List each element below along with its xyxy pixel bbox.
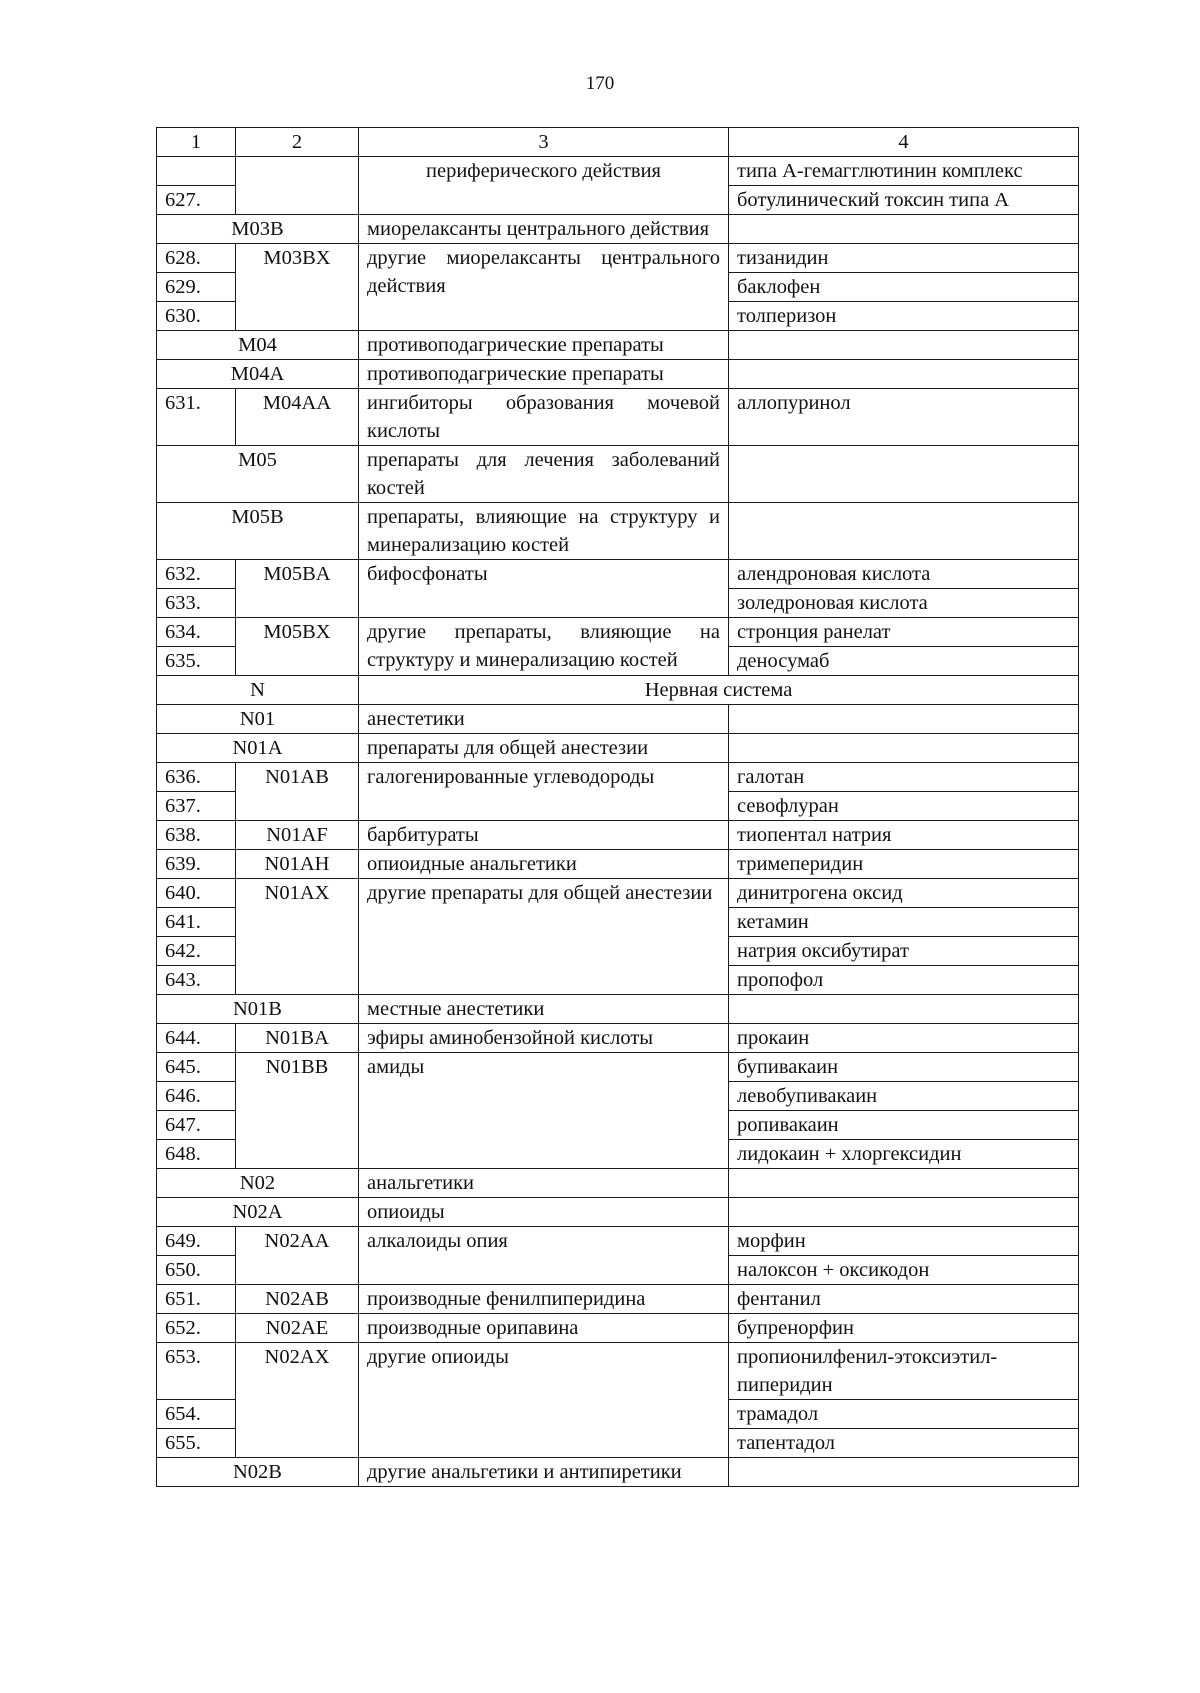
table-row [157, 503, 1079, 560]
table-row [157, 1024, 1079, 1053]
row-number: 649. [157, 1227, 236, 1256]
atc-group-code: N02 [157, 1169, 359, 1198]
group-description: алкалоиды опия [359, 1227, 729, 1285]
drug-name: лидокаин + хлоргексидин [729, 1140, 1079, 1169]
drug-name [729, 360, 1079, 389]
drug-name [729, 1198, 1079, 1227]
drug-name [729, 215, 1079, 244]
drug-name: ропивакаин [729, 1111, 1079, 1140]
group-description: препараты для общей анестезии [359, 734, 729, 763]
group-description: опиоиды [359, 1198, 729, 1227]
drug-name: тапентадол [729, 1429, 1079, 1458]
drug-name: галотан [729, 763, 1079, 792]
table-row [157, 763, 1079, 792]
group-description: опиоидные анальгетики [359, 850, 729, 879]
atc-code: N01AF [236, 821, 359, 850]
drug-name: тизанидин [729, 244, 1079, 273]
group-description: бифосфонаты [359, 560, 729, 618]
row-number: 639. [157, 850, 236, 879]
atc-code: M05BA [236, 560, 359, 618]
row-number: 641. [157, 908, 236, 937]
drug-name: пропионилфенил-этоксиэтил-пиперидин [729, 1343, 1079, 1400]
table-row [157, 1458, 1079, 1487]
atc-group-code: N [157, 676, 359, 705]
group-description: препараты, влияющие на структуру и минерализацию костей [359, 503, 729, 560]
table-row [157, 1198, 1079, 1227]
drug-name: баклофен [729, 273, 1079, 302]
table-row [157, 995, 1079, 1024]
atc-code: M03BX [236, 244, 359, 331]
drug-name: ботулинический токсин типа А [729, 186, 1079, 215]
atc-group-code: N02B [157, 1458, 359, 1487]
table-row [157, 850, 1079, 879]
row-number: 632. [157, 560, 236, 589]
atc-group-code: M04 [157, 331, 359, 360]
row-number: 634. [157, 618, 236, 647]
row-number [157, 157, 236, 186]
row-number: 637. [157, 792, 236, 821]
atc-code: N01AX [236, 879, 359, 995]
row-number: 645. [157, 1053, 236, 1082]
row-number: 650. [157, 1256, 236, 1285]
atc-code: N01BA [236, 1024, 359, 1053]
atc-group-code: N01B [157, 995, 359, 1024]
drug-name: налоксон + оксикодон [729, 1256, 1079, 1285]
group-description: ингибиторы образования мочевой кислоты [359, 389, 729, 446]
atc-group-code: N01A [157, 734, 359, 763]
drug-name [729, 503, 1079, 560]
drug-name: типа А-гемагглютинин комплекс [729, 157, 1079, 186]
drug-name: севофлуран [729, 792, 1079, 821]
atc-code: M04AA [236, 389, 359, 446]
table-row [157, 157, 1079, 186]
group-description: противоподагрические препараты [359, 360, 729, 389]
atc-code: N02AA [236, 1227, 359, 1285]
group-description: миорелаксанты центрального действия [359, 215, 729, 244]
drug-name: левобупивакаин [729, 1082, 1079, 1111]
column-header: 1 [157, 128, 236, 157]
row-number: 633. [157, 589, 236, 618]
atc-code: N02AE [236, 1314, 359, 1343]
table-row [157, 560, 1079, 589]
row-number: 635. [157, 647, 236, 676]
table-row [157, 1285, 1079, 1314]
drug-name: бупивакаин [729, 1053, 1079, 1082]
drug-name: динитрогена оксид [729, 879, 1079, 908]
drug-name [729, 995, 1079, 1024]
atc-code: N01AH [236, 850, 359, 879]
row-number: 629. [157, 273, 236, 302]
column-header: 3 [359, 128, 729, 157]
row-number: 654. [157, 1400, 236, 1429]
row-number: 642. [157, 937, 236, 966]
column-header: 4 [729, 128, 1079, 157]
row-number: 647. [157, 1111, 236, 1140]
group-description: барбитураты [359, 821, 729, 850]
table-row [157, 389, 1079, 446]
drug-name: фентанил [729, 1285, 1079, 1314]
group-description: периферического действия [359, 157, 729, 215]
row-number: 628. [157, 244, 236, 273]
table-row [157, 1227, 1079, 1256]
drug-name [729, 1169, 1079, 1198]
atc-group-code: M03B [157, 215, 359, 244]
group-description: анестетики [359, 705, 729, 734]
row-number: 653. [157, 1343, 236, 1400]
atc-code: N01AB [236, 763, 359, 821]
group-description: другие миорелаксанты центрального действия [359, 244, 729, 331]
group-description: производные фенилпиперидина [359, 1285, 729, 1314]
group-description: галогенированные углеводороды [359, 763, 729, 821]
page-number: 170 [585, 73, 615, 94]
table-row [157, 215, 1079, 244]
group-description: эфиры аминобензойной кислоты [359, 1024, 729, 1053]
table-row [157, 446, 1079, 503]
group-description: препараты для лечения заболеваний костей [359, 446, 729, 503]
drug-name: пропофол [729, 966, 1079, 995]
row-number: 648. [157, 1140, 236, 1169]
table-row [157, 1343, 1079, 1400]
table-header-row [157, 128, 1079, 157]
atc-code: N02AB [236, 1285, 359, 1314]
drug-name: тримеперидин [729, 850, 1079, 879]
atc-group-code: M04A [157, 360, 359, 389]
atc-group-code: M05 [157, 446, 359, 503]
table-row [157, 734, 1079, 763]
atc-code [236, 157, 359, 215]
table-row [157, 244, 1079, 273]
drug-name: деносумаб [729, 647, 1079, 676]
section-title: Нервная система [359, 676, 1079, 705]
drug-name: прокаин [729, 1024, 1079, 1053]
group-description: местные анестетики [359, 995, 729, 1024]
group-description: противоподагрические препараты [359, 331, 729, 360]
drug-name: натрия оксибутират [729, 937, 1079, 966]
drug-name [729, 705, 1079, 734]
row-number: 640. [157, 879, 236, 908]
group-description: другие препараты, влияющие на структуру и минерализацию костей [359, 618, 729, 676]
group-description: анальгетики [359, 1169, 729, 1198]
row-number: 636. [157, 763, 236, 792]
atc-code: M05BX [236, 618, 359, 676]
row-number: 652. [157, 1314, 236, 1343]
drug-name: тиопентал натрия [729, 821, 1079, 850]
row-number: 631. [157, 389, 236, 446]
drug-name: толперизон [729, 302, 1079, 331]
drug-name: стронция ранелат [729, 618, 1079, 647]
row-number: 627. [157, 186, 236, 215]
table-row [157, 705, 1079, 734]
atc-code: N02AX [236, 1343, 359, 1458]
group-description: амиды [359, 1053, 729, 1169]
table-row [157, 618, 1079, 647]
table-row [157, 331, 1079, 360]
column-header: 2 [236, 128, 359, 157]
drug-name: аллопуринол [729, 389, 1079, 446]
row-number: 638. [157, 821, 236, 850]
row-number: 651. [157, 1285, 236, 1314]
atc-group-code: M05B [157, 503, 359, 560]
table-row [157, 676, 1079, 705]
row-number: 644. [157, 1024, 236, 1053]
row-number: 655. [157, 1429, 236, 1458]
drug-name [729, 1458, 1079, 1487]
atc-group-code: N01 [157, 705, 359, 734]
drug-name: трамадол [729, 1400, 1079, 1429]
row-number: 643. [157, 966, 236, 995]
group-description: другие опиоиды [359, 1343, 729, 1458]
table-row [157, 879, 1079, 908]
table-row [157, 1053, 1079, 1082]
drug-name: бупренорфин [729, 1314, 1079, 1343]
drug-name: кетамин [729, 908, 1079, 937]
drug-name: морфин [729, 1227, 1079, 1256]
atc-group-code: N02A [157, 1198, 359, 1227]
table-row [157, 360, 1079, 389]
group-description: производные орипавина [359, 1314, 729, 1343]
atc-code: N01BB [236, 1053, 359, 1169]
table-row [157, 821, 1079, 850]
drug-name [729, 331, 1079, 360]
group-description: другие препараты для общей анестезии [359, 879, 729, 995]
row-number: 646. [157, 1082, 236, 1111]
table-row [157, 1314, 1079, 1343]
row-number: 630. [157, 302, 236, 331]
drug-name [729, 446, 1079, 503]
table-row [157, 1169, 1079, 1198]
medication-table [156, 127, 1079, 1487]
drug-name: золедроновая кислота [729, 589, 1079, 618]
drug-name [729, 734, 1079, 763]
drug-name: алендроновая кислота [729, 560, 1079, 589]
group-description: другие анальгетики и антипиретики [359, 1458, 729, 1487]
